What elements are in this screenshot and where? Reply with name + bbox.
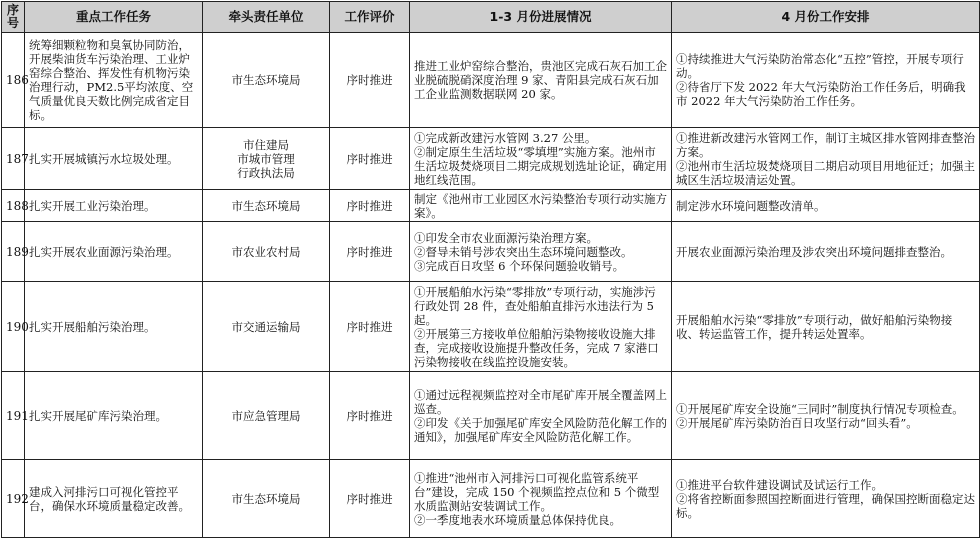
table-row bbox=[2, 33, 980, 128]
plan-cell: 开展农业面源污染治理及涉农突出环境问题排查整治。 bbox=[672, 222, 980, 282]
plan-cell: ①开展尾矿库安全设施“三同时”制度执行情况专项检查。 ②开展尾矿库污染防治百日攻坚行动“回头看”。 bbox=[672, 372, 980, 460]
progress-cell: ①开展船舶水污染“零排放”专项行动，实施涉污行政处罚 28 件，查处船舶直排污水违法行为 5 起。 ②开展第三方接收单位船舶污染物接收设施大排查，完成接收设施提升整改任务，完成 7 家港口污染物接收在线监控设施安装。 bbox=[410, 282, 672, 372]
unit-cell: 市生态环境局 bbox=[203, 460, 330, 538]
header-seq: 序号 bbox=[2, 2, 25, 33]
table-row bbox=[2, 282, 980, 372]
progress-cell: 制定《池州市工业园区水污染整治专项行动实施方案》。 bbox=[410, 190, 672, 222]
row-number: 190 bbox=[2, 282, 25, 372]
row-number: 189 bbox=[2, 222, 25, 282]
table-row bbox=[2, 128, 980, 190]
task-cell: 建成入河排污口可视化管控平台，确保水环境质量稳定改善。 bbox=[25, 460, 203, 538]
table-row bbox=[2, 190, 980, 222]
header-task: 重点工作任务 bbox=[25, 2, 203, 33]
table-row bbox=[2, 460, 980, 538]
progress-cell: ①通过远程视频监控对全市尾矿库开展全覆盖网上巡查。 ②印发《关于加强尾矿库安全风险防范化解工作的通知》，加强尾矿库安全风险防范化解工作。 bbox=[410, 372, 672, 460]
header-plan: 4 月份工作安排 bbox=[672, 2, 980, 33]
plan-cell: ①推进新改建污水管网工作，制订主城区排水管网排查整治方案。 ②池州市生活垃圾焚烧项目二期启动项目用地征迁；加强主城区生活垃圾清运处置。 bbox=[672, 128, 980, 190]
unit-cell: 市农业农村局 bbox=[203, 222, 330, 282]
plan-cell: ①推进平台软件建设调试及试运行工作。 ②将省控断面参照国控断面进行管理，确保国控断面稳定达标。 bbox=[672, 460, 980, 538]
task-cell: 扎实开展工业污染治理。 bbox=[25, 190, 203, 222]
plan-cell: 开展船舶水污染“零排放”专项行动，做好船舶污染物接收、转运监管工作，提升转运处置率。 bbox=[672, 282, 980, 372]
eval-cell: 序时推进 bbox=[330, 460, 410, 538]
progress-cell: ①推进“池州市入河排污口可视化监管系统平台”建设，完成 150 个视频监控点位和 5 个微型水质监测站安装调试工作。 ②一季度地表水环境质量总体保持优良。 bbox=[410, 460, 672, 538]
header-row bbox=[2, 2, 980, 33]
progress-cell: ①完成新改建污水管网 3.27 公里。 ②制定原生生活垃圾“零填埋”实施方案。池州市生活垃圾焚烧项目二期完成规划选址论证，确定用地红线范围。 bbox=[410, 128, 672, 190]
task-cell: 统筹细颗粒物和臭氧协同防治，开展柴油货车污染治理、工业炉窑综合整治、挥发性有机物污染治理行动，PM2.5平均浓度、空气质量优良天数比例完成省定目标。 bbox=[25, 33, 203, 128]
unit-cell: 市应急管理局 bbox=[203, 372, 330, 460]
plan-cell: ①持续推进大气污染防治常态化“五控”管控，开展专项行动。 ②待省厅下发 2022 年大气污染防治工作任务后，明确我市 2022 年大气污染防治工作任务。 bbox=[672, 33, 980, 128]
task-cell: 扎实开展农业面源污染治理。 bbox=[25, 222, 203, 282]
unit-cell: 市交通运输局 bbox=[203, 282, 330, 372]
progress-cell: 推进工业炉窑综合整治，贵池区完成石灰石加工企业脱硫脱硝深度治理 9 家、青阳县完成石灰石加工企业监测数据联网 20 家。 bbox=[410, 33, 672, 128]
work-task-table bbox=[1, 1, 980, 538]
progress-cell: ①印发全市农业面源污染治理方案。 ②督导未销号涉农突出生态环境问题整改。 ③完成百日攻坚 6 个环保问题验收销号。 bbox=[410, 222, 672, 282]
task-cell: 扎实开展城镇污水垃圾处理。 bbox=[25, 128, 203, 190]
unit-cell: 市住建局 市城市管理 行政执法局 bbox=[203, 128, 330, 190]
task-cell: 扎实开展船舶污染治理。 bbox=[25, 282, 203, 372]
unit-cell: 市生态环境局 bbox=[203, 33, 330, 128]
eval-cell: 序时推进 bbox=[330, 190, 410, 222]
eval-cell: 序时推进 bbox=[330, 372, 410, 460]
row-number: 191 bbox=[2, 372, 25, 460]
table-row bbox=[2, 222, 980, 282]
row-number: 187 bbox=[2, 128, 25, 190]
row-number: 188 bbox=[2, 190, 25, 222]
header-eval: 工作评价 bbox=[330, 2, 410, 33]
plan-cell: 制定涉水环境问题整改清单。 bbox=[672, 190, 980, 222]
row-number: 192 bbox=[2, 460, 25, 538]
unit-cell: 市生态环境局 bbox=[203, 190, 330, 222]
eval-cell: 序时推进 bbox=[330, 282, 410, 372]
row-number: 186 bbox=[2, 33, 25, 128]
eval-cell: 序时推进 bbox=[330, 33, 410, 128]
eval-cell: 序时推进 bbox=[330, 222, 410, 282]
header-progress: 1-3 月份进展情况 bbox=[410, 2, 672, 33]
table-row bbox=[2, 372, 980, 460]
task-cell: 扎实开展尾矿库污染治理。 bbox=[25, 372, 203, 460]
eval-cell: 序时推进 bbox=[330, 128, 410, 190]
header-unit: 牵头责任单位 bbox=[203, 2, 330, 33]
